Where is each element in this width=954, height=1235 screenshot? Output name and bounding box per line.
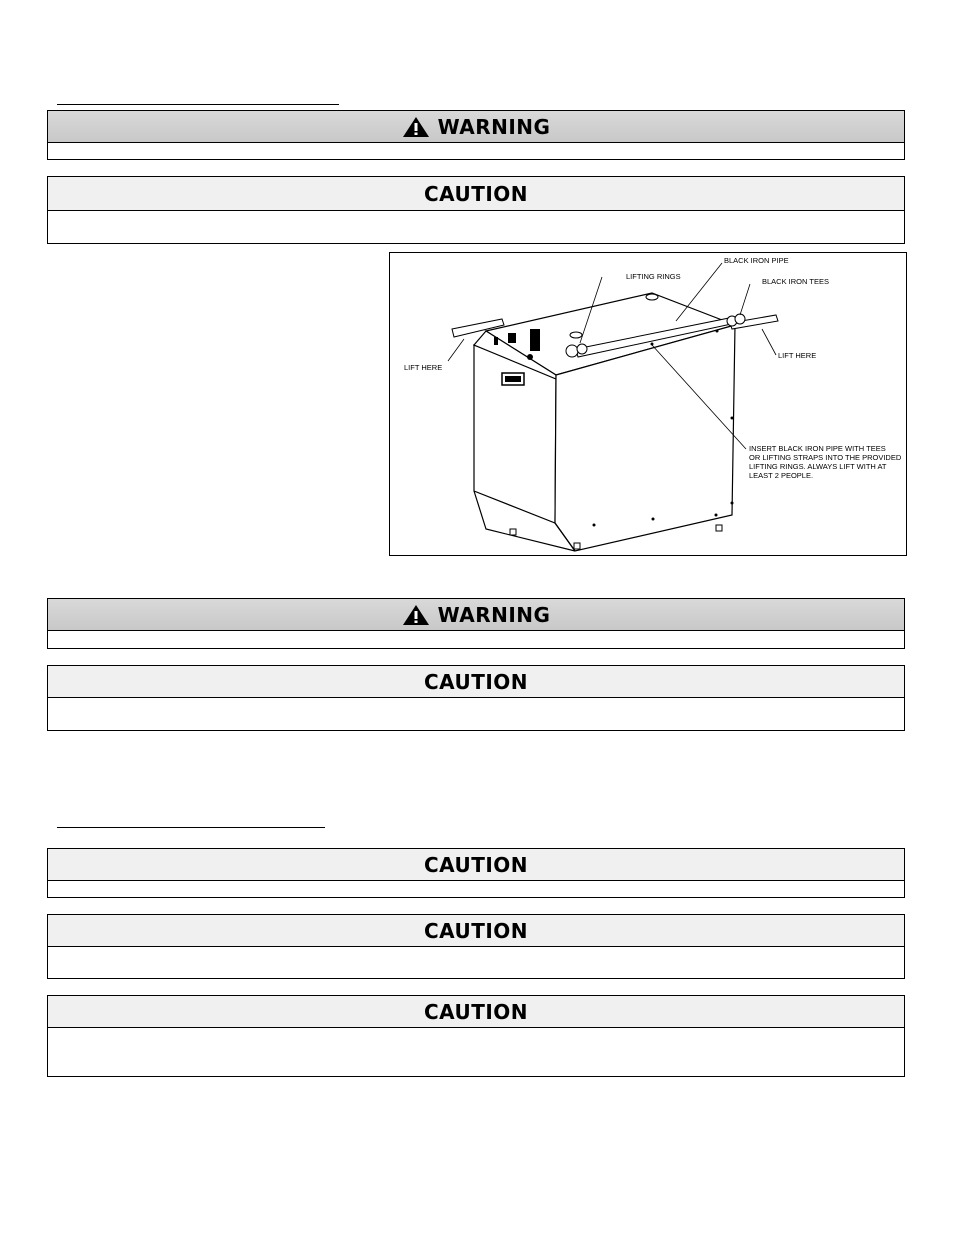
warning-title: WARNING [437,602,551,627]
warning-header [48,111,904,143]
label-insert-note-line-4: LEAST 2 PEOPLE. [749,471,814,480]
label-black-iron-tees: BLACK IRON TEES [762,277,829,286]
lifting-diagram-figure [389,252,907,556]
warning-box-2 [47,598,905,649]
warning-box-1 [47,110,905,160]
caution-box-4 [47,914,905,979]
caution-title: CAUTION [423,181,529,206]
section-rule-middle [57,827,325,828]
label-insert-note-line-3: LIFTING RINGS. ALWAYS LIFT WITH AT [749,462,887,471]
caution-header [48,666,904,698]
warning-triangle-icon [402,604,430,626]
warning-triangle-icon [402,116,430,138]
warning-header [48,599,904,631]
label-lift-here-right: LIFT HERE [778,351,817,360]
caution-title: CAUTION [423,669,529,694]
label-insert-note-line-1: INSERT BLACK IRON PIPE WITH TEES [749,444,886,453]
caution-title: CAUTION [423,852,529,877]
caution-header [48,915,904,947]
label-lift-here-left: LIFT HERE [404,363,443,372]
label-black-iron-pipe: BLACK IRON PIPE [724,256,789,265]
warning-title: WARNING [437,114,551,139]
label-insert-note-line-2: OR LIFTING STRAPS INTO THE PROVIDED [749,453,902,462]
caution-box-3 [47,848,905,898]
boiler-lifting-diagram [390,253,906,555]
section-rule-top [57,104,339,105]
caution-header [48,177,904,211]
caution-header [48,849,904,881]
caution-title: CAUTION [423,918,529,943]
caution-box-5 [47,995,905,1077]
caution-box-2 [47,665,905,731]
label-lifting-rings: LIFTING RINGS [626,272,681,281]
caution-title: CAUTION [423,999,529,1024]
caution-header [48,996,904,1028]
caution-box-1 [47,176,905,244]
